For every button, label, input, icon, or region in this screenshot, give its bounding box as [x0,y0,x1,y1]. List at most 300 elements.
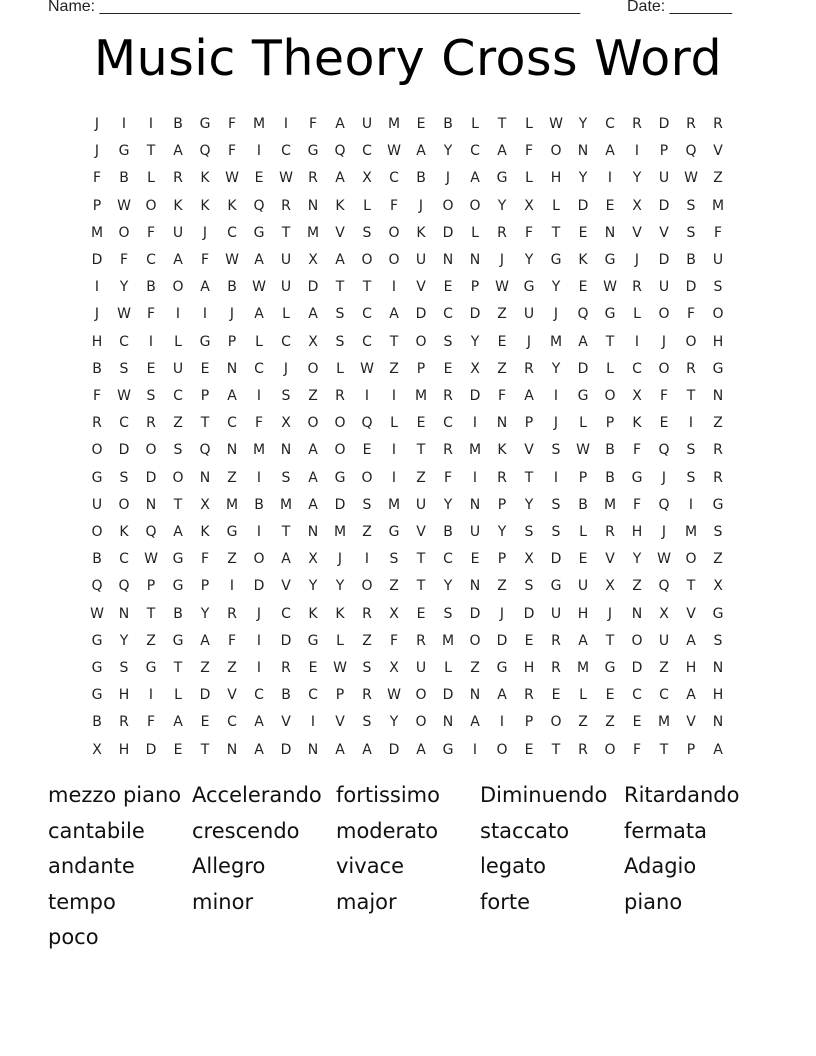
grid-letter: A [308,442,318,459]
grid-letter: S [713,632,723,649]
grid-letter: W [117,388,131,404]
grid-letter: U [280,252,292,268]
grid-letter: U [415,496,427,513]
grid-letter: B [173,116,183,132]
grid-letter: A [308,469,318,486]
grid-letter: G [145,660,157,676]
grid-letter: N [469,687,481,704]
grid-row [84,546,732,573]
grid-letter: Y [551,279,561,296]
grid-letter: N [118,605,130,622]
grid-letter: O [550,714,562,731]
grid-letter: W [495,279,509,296]
grid-letter: T [605,632,615,649]
grid-letter: G [307,143,319,160]
grid-letter: Q [253,197,265,214]
grid-letter: A [578,632,588,649]
grid-letter: I [148,333,154,350]
grid-letter: R [119,714,129,731]
grid-letter: O [469,197,481,214]
grid-letter: I [256,632,262,649]
grid-letter: I [634,333,640,350]
grid-letter: S [362,660,372,676]
grid-letter: J [94,306,100,323]
grid-letter: I [364,551,370,568]
grid-letter: B [281,687,291,704]
grid-letter: G [334,469,346,486]
grid-letter: W [360,360,374,377]
grid-row [84,329,732,356]
grid-letter: J [94,116,100,132]
grid-letter: N [712,660,724,676]
grid-letter: R [524,360,534,377]
word-list-item: staccato [480,818,570,843]
grid-letter: L [552,197,560,214]
grid-letter: D [550,551,562,568]
grid-letter: O [388,252,400,268]
grid-letter: H [118,741,130,758]
grid-letter: T [389,333,399,350]
grid-letter: E [632,714,642,731]
grid-letter: O [307,360,319,377]
grid-letter: O [550,143,562,160]
grid-letter: J [283,360,289,377]
grid-letter: E [416,116,426,132]
grid-letter: I [391,279,397,296]
grid-letter: O [604,741,616,758]
grid-letter: E [362,442,372,459]
grid-letter: K [200,524,210,540]
grid-letter: Q [658,442,670,459]
grid-letter: F [389,197,399,214]
grid-letter: B [605,442,615,459]
grid-letter: I [256,469,262,486]
grid-letter: S [119,660,129,676]
page-title: Music Theory Cross Word [93,30,723,87]
grid-letter: E [497,333,507,350]
grid-letter: A [254,741,264,758]
grid-letter: P [578,469,588,486]
grid-letter: T [281,524,291,540]
grid-letter: R [551,660,561,676]
grid-letter: I [148,687,154,704]
grid-letter: R [632,116,642,132]
grid-letter: V [416,524,426,540]
grid-letter: C [281,143,291,160]
grid-letter: O [145,197,157,214]
grid-letter: W [117,306,131,323]
grid-letter: S [686,469,696,486]
grid-letter: E [578,224,588,241]
grid-letter: M [387,116,401,132]
grid-letter: U [550,605,562,622]
grid-letter: O [388,224,400,241]
grid-letter: T [524,469,534,486]
grid-letter: X [632,197,642,214]
grid-letter: N [577,143,589,160]
grid-letter: Y [443,496,453,513]
grid-letter: J [94,143,100,160]
grid-row [84,301,732,328]
grid-letter: L [363,197,371,214]
grid-letter: R [713,469,723,486]
grid-letter: S [551,496,561,513]
grid-letter: C [119,333,129,350]
grid-letter: Z [605,714,615,731]
grid-letter: G [91,660,103,676]
grid-letter: F [227,116,237,132]
grid-letter: T [686,578,696,595]
grid-letter: X [281,415,291,432]
grid-letter: N [469,496,481,513]
grid-letter: I [688,415,694,432]
grid-letter: F [632,741,642,758]
grid-letter: S [362,714,372,731]
grid-letter: T [281,224,291,241]
grid-letter: G [388,524,400,540]
grid-letter: Y [470,333,480,350]
grid-letter: Z [713,415,723,432]
grid-letter: E [524,632,534,649]
grid-letter: O [415,687,427,704]
grid-letter: I [634,143,640,160]
grid-letter: K [173,197,183,214]
grid-letter: V [335,714,345,731]
grid-letter: S [713,279,723,296]
grid-row [84,682,732,709]
grid-letter: C [659,687,669,704]
grid-letter: L [471,116,479,132]
grid-letter: J [661,333,667,350]
grid-letter: M [387,496,401,513]
grid-letter: V [713,143,723,160]
grid-letter: M [252,442,266,459]
grid-letter: K [227,197,237,214]
grid-letter: Y [443,578,453,595]
grid-letter: I [391,442,397,459]
grid-letter: L [444,660,452,676]
grid-letter: Z [308,388,318,404]
grid-letter: I [310,714,316,731]
grid-letter: S [362,496,372,513]
grid-letter: A [173,252,183,268]
grid-letter: K [200,170,210,187]
grid-letter: R [686,360,696,377]
grid-letter: Q [91,578,103,595]
grid-letter: O [496,741,508,758]
grid-letter: X [308,551,318,568]
grid-letter: A [578,333,588,350]
grid-letter: R [713,442,723,459]
grid-letter: A [335,741,345,758]
grid-letter: E [443,279,453,296]
grid-letter: R [686,116,696,132]
grid-letter: S [524,524,534,540]
grid-letter: L [174,687,182,704]
word-list-item: Accelerando [192,783,322,807]
grid-letter: T [173,496,183,513]
grid-letter: S [146,388,156,404]
grid-letter: M [333,524,347,540]
grid-letter: N [442,252,454,268]
grid-letter: G [712,605,724,622]
grid-letter: U [415,660,427,676]
grid-letter: Y [632,551,642,568]
grid-letter: I [688,496,694,513]
grid-letter: J [526,333,532,350]
grid-letter: D [496,632,508,649]
grid-letter: T [416,551,426,568]
grid-letter: S [551,442,561,459]
word-list-item: Diminuendo [480,783,608,807]
grid-letter: M [711,197,725,214]
grid-letter: Z [146,632,156,649]
grid-letter: U [172,224,184,241]
grid-row [84,220,732,247]
grid-letter: U [172,360,184,377]
grid-letter: P [92,197,102,214]
grid-letter: C [605,116,615,132]
grid-letter: E [146,360,156,377]
grid-letter: W [90,605,104,622]
grid-letter: A [173,524,183,540]
grid-letter: Y [632,170,642,187]
grid-letter: R [308,170,318,187]
grid-letter: O [307,415,319,432]
grid-letter: W [387,143,401,160]
grid-letter: B [416,170,426,187]
grid-letter: C [119,551,129,568]
grid-letter: F [713,224,723,241]
grid-letter: R [281,660,291,676]
grid-letter: R [497,469,507,486]
grid-letter: X [308,252,318,268]
grid-letter: W [387,687,401,704]
grid-letter: I [94,279,100,296]
grid-letter: K [335,605,345,622]
grid-letter: L [174,333,182,350]
word-list-item: forte [480,889,531,914]
grid-letter: D [415,306,427,323]
grid-letter: C [227,714,237,731]
grid-letter: D [334,496,346,513]
grid-letter: H [577,605,589,622]
grid-letter: W [333,660,347,676]
grid-letter: J [418,197,424,214]
grid-letter: T [362,279,372,296]
grid-letter: M [603,496,617,513]
grid-letter: M [657,714,671,731]
grid-letter: S [686,197,696,214]
grid-letter: N [496,415,508,432]
grid-letter: P [200,578,210,595]
grid-letter: S [119,469,129,486]
grid-letter: Z [362,524,372,540]
grid-letter: K [308,605,318,622]
grid-letter: G [307,632,319,649]
grid-letter: A [686,687,696,704]
grid-letter: I [553,469,559,486]
grid-letter: P [686,741,696,758]
grid-letter: W [657,551,671,568]
grid-letter: D [469,605,481,622]
grid-letter: E [200,360,210,377]
grid-letter: C [362,306,372,323]
grid-letter: Z [227,660,237,676]
grid-letter: Z [632,578,642,595]
grid-letter: A [227,388,237,404]
grid-letter: R [362,605,372,622]
grid-letter: H [712,687,724,704]
grid-letter: B [578,496,588,513]
grid-letter: V [686,714,696,731]
grid-letter: J [445,170,451,187]
grid-letter: S [173,442,183,459]
grid-letter: X [92,741,102,758]
grid-letter: P [227,333,237,350]
grid-letter: G [604,306,616,323]
grid-letter: C [254,687,264,704]
grid-letter: O [469,632,481,649]
grid-row [84,274,732,301]
grid-letter: R [443,388,453,404]
grid-letter: D [523,605,535,622]
grid-letter: T [173,660,183,676]
grid-letter: E [551,687,561,704]
grid-letter: R [713,116,723,132]
word-list-item: tempo [48,889,116,914]
grid-letter: U [415,252,427,268]
grid-letter: J [634,252,640,268]
grid-letter: U [91,496,103,513]
grid-letter: L [282,306,290,323]
grid-letter: C [227,415,237,432]
grid-letter: N [307,741,319,758]
grid-letter: S [686,224,696,241]
grid-letter: O [631,632,643,649]
grid-letter: Y [524,252,534,268]
grid-letter: M [441,632,455,649]
grid-letter: N [280,442,292,459]
grid-letter: V [281,714,291,731]
grid-letter: O [658,360,670,377]
grid-letter: F [227,143,237,160]
grid-letter: G [712,360,724,377]
grid-letter: A [308,496,318,513]
grid-letter: U [469,524,481,540]
grid-letter: J [661,524,667,540]
grid-letter: I [391,469,397,486]
grid-letter: C [227,224,237,241]
grid-letter: P [146,578,156,595]
grid-letter: X [713,578,723,595]
grid-letter: D [145,469,157,486]
grid-letter: O [415,714,427,731]
grid-letter: W [549,116,563,132]
grid-letter: F [524,224,534,241]
grid-letter: A [686,632,696,649]
grid-letter: B [254,496,264,513]
grid-letter: O [172,469,184,486]
grid-letter: W [225,252,239,268]
grid-letter: C [632,360,642,377]
grid-letter: P [470,279,480,296]
grid-letter: I [175,306,181,323]
grid-letter: V [416,279,426,296]
grid-letter: I [283,116,289,132]
grid-letter: R [227,605,237,622]
grid-letter: T [659,741,669,758]
grid-letter: T [416,442,426,459]
grid-letter: U [577,578,589,595]
grid-letter: X [524,551,534,568]
grid-letter: I [364,388,370,404]
grid-letter: J [202,224,208,241]
grid-letter: R [281,197,291,214]
grid-letter: Z [389,578,399,595]
grid-letter: S [119,360,129,377]
grid-letter: R [551,632,561,649]
grid-letter: T [497,116,507,132]
grid-letter: I [121,116,127,132]
grid-letter: Z [227,551,237,568]
grid-letter: V [281,578,291,595]
grid-letter: W [144,551,158,568]
grid-letter: S [281,469,291,486]
grid-letter: I [499,714,505,731]
grid-letter: O [712,306,724,323]
grid-letter: G [712,496,724,513]
grid-row [84,519,732,546]
grid-letter: O [604,388,616,404]
grid-letter: V [227,687,237,704]
grid-letter: E [605,197,615,214]
grid-letter: J [229,306,235,323]
grid-letter: E [578,279,588,296]
grid-letter: F [227,632,237,649]
grid-letter: B [443,116,453,132]
grid-letter: B [605,469,615,486]
grid-letter: N [631,605,643,622]
grid-letter: S [443,605,453,622]
grid-letter: D [577,360,589,377]
grid-letter: Z [389,360,399,377]
grid-letter: A [713,741,723,758]
grid-letter: A [173,714,183,731]
grid-letter: W [225,170,239,187]
grid-letter: A [416,143,426,160]
grid-letter: E [173,741,183,758]
grid-letter: Y [389,714,399,731]
grid-letter: N [226,442,238,459]
grid-letter: A [335,170,345,187]
word-list-item: vivace [336,854,405,878]
grid-letter: N [469,578,481,595]
grid-letter: F [200,551,210,568]
grid-letter: A [254,714,264,731]
grid-letter: S [335,306,345,323]
grid-letter: Y [119,632,129,649]
grid-letter: D [280,632,292,649]
grid-letter: Z [470,660,480,676]
grid-letter: A [173,143,183,160]
grid-letter: Z [497,306,507,323]
grid-letter: C [119,415,129,432]
grid-letter: R [497,224,507,241]
grid-letter: P [497,496,507,513]
grid-letter: L [633,306,641,323]
grid-letter: P [200,388,210,404]
